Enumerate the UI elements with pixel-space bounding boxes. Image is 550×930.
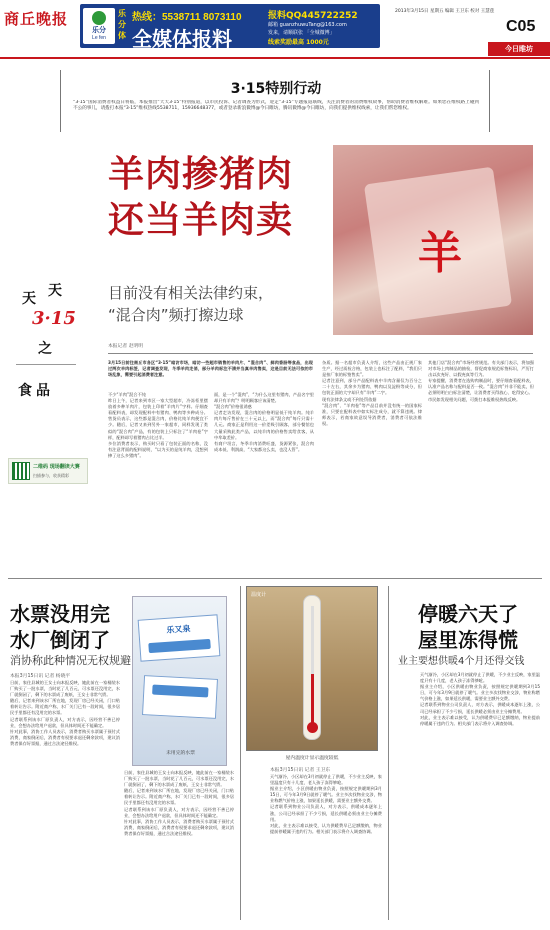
heating-photo <box>246 586 378 751</box>
water-subhead: 消协称此种情况无权规避 <box>10 654 131 667</box>
main-slogan: 全媒体报料 <box>132 27 232 51</box>
special-title: 3·15特别行动 <box>230 81 322 97</box>
page-code: C05 <box>506 18 536 35</box>
banner: 乐分 Le fen 乐分体 热线：5538711 8073110 全媒体报料 报料QQ445722252 邮箱 guanzhuwuTang@163.com 发来，请顺联张 「全城微博」 线索奖励最高 1000元 <box>80 4 380 48</box>
thermometer-icon <box>303 595 321 740</box>
heating-subhead: 业主要想供暖4个月还得交钱 <box>398 656 525 667</box>
lead-col-2: 面，是一个“混肉”，“为什么这里有猪肉，产品名字里却只有羊肉”？明明顾客应该清楚。 “混合肉”价格很诱惑 记者走访发现，混合肉的价格明显低于纯羊肉。纯羊肉片每斤售价在三十元以上，而“混合肉”每斤只需十几元。商家正是利用这一价差吸引顾客，部分餐馆也大量采购此类产品，以纯羊肉的价格售卖给食客，从中牟取差价。 有商户坦言，冬季羊肉消费旺盛，货源紧张，混合肉成本低、利润高，“大家都这么卖，也没人管”。 <box>214 392 314 452</box>
qr-code-icon <box>12 462 30 480</box>
heating-byline: 本报3月15日讯 记者 王卫东 <box>270 768 331 773</box>
heating-photo-label: 温度计 <box>251 592 267 598</box>
water-photo: 乐又泉 未用完的水票 <box>132 596 227 766</box>
heating-photo-caption: 屋内温度计显示温度较低 <box>285 756 339 761</box>
promo-banner: 二维码 现场翻读大赛 扫描参与，收获精彩 <box>8 458 88 484</box>
water-byline: 本报3月15日讯 记者 杨晓平 <box>10 674 71 679</box>
water-photo-caption: 未用完的水票 <box>166 751 195 756</box>
issue-date: 2013年3月15日 星期五 编辑 王卫东 校对 王慧莲 <box>395 9 495 14</box>
lead-headline-1: 羊肉掺猪肉 <box>108 154 294 195</box>
lead-headline-2: 还当羊肉卖 <box>108 200 294 241</box>
water-headline-1: 水票没用完 <box>10 602 110 626</box>
heating-headline-2: 屋里冻得慌 <box>418 628 518 652</box>
paper-name: 商丘晚报 <box>4 10 69 28</box>
email-label: 报料QQ445722252 <box>268 11 358 21</box>
water-headline-2: 水厂倒闭了 <box>10 628 110 652</box>
banner-side: 乐分体 <box>118 9 126 40</box>
banner-badge: 乐分 Le fen <box>83 8 115 44</box>
hotline: 5538711 8073110 <box>162 12 242 23</box>
heating-body-1: 天气渐冷，小区却在3月初就停止了供暖，不少业主反映，家里温度只有十几度，老人孩子冻得够呛。 据业主介绍，小区供暖由物业负责，按照规定供暖期到3月15日，可今年3月9日就停了暖气。业主多次找物业交涉，物业称燃气价格上涨，如果延长供暖，需要业主额外交费。 记者联系到物业公司负责人，对方表示，供暖成本逐年上涨，公司已经承担了不少亏损，延长供暖必须由业主分摊费用。 对此，业主表示难以接受，认为供暖费早已足额缴纳，物业提前停暖属于违约行为。相关部门表示将介入调查协调。 <box>270 774 382 834</box>
water-body-1: 日前，家住县城的王女士向本报反映，她此前在一家桶装水厂购买了一批水票，当时花了几百元，可水票还没用完，水厂就倒闭了，剩下的水票成了废纸，王女士非常气愤。 随后，记者来到该水厂所在地，发现厂房已经关闭，门口贴着转让告示。附近商户称，水厂关门已有一段时间，很多居民手里都还有没用完的水票。 记者联系到该水厂原负责人，对方表示，因经营不善已停业，会想办法给用户退款，但具体时间还不能确定。 针对此事，消协工作人员表示，消费者购买水票属于预付式消费，商家倒闭后，消费者有权要求退还剩余款项，建议消费者保存好票据，通过合法途径维权。 <box>10 680 120 746</box>
lead-col-4: 其他门店“混合肉”市场经营规范。有关部门表示，将加强对市场上肉制品的抽检，督促商家规范标签标识，严厉打击以次充好、以假充真等行为。 专家提醒，消费者在选购肉制品时，要仔细查看配料表，认准产品名称与配料是否一致。“混合肉”并非不能卖，但必须明明白白标注清楚，让消费者买得放心、吃得安心。 市民如发现相关问题，可拨打本报维权热线反映。 <box>428 360 534 402</box>
masthead-rule <box>0 57 550 59</box>
lead-photo <box>333 145 533 335</box>
lead-col-1: 不少“羊肉”混合不纯 昨日上午，记者来到市区一家大型超市，冷冻柜里摆放着多种羊肉片，包装上印着“羊肉片”字样。仔细查看配料表，却发现配料中有猪肉、鸭肉等多种成分。售货员表示，这些都是混合肉，价格比纯羊肉便宜不少。随后，记者又来到另外一家超市，同样发现了类似的“混合肉”产品，有的包装上只标注了“羊肉卷”字样，配料却写着猪肉占比过半。 多位消费者表示，购买时只看了包装正面的名称，没有注意背面的配料说明，“以为买的是纯羊肉，没想到掺了这么多猪肉”。 <box>108 392 208 458</box>
side-banner: 天 天 3·15 之 食 品 <box>18 283 76 399</box>
section-tab: 今日睢坊 <box>488 42 550 56</box>
water-body-2: 日前，家住县城的王女士向本报反映，她此前在一家桶装水厂购买了一批水票，当时花了几百元，可水票还没用完，水厂就倒闭了，剩下的水票成了废纸，王女士非常气愤。 随后，记者来到该水厂所在地，发现厂房已经关闭，门口贴着转让告示。附近商户称，水厂关门已有一段时间，很多居民手里都还有没用完的水票。 记者联系到该水厂原负责人，对方表示，因经营不善已停业，会想办法给用户退款，但具体时间还不能确定。 针对此事，消协工作人员表示，消费者购买水票属于预付式消费，商家倒闭后，消费者有权要求退还剩余款项，建议消费者保存好票据，通过合法途径维权。 <box>124 770 234 836</box>
banner-badge-icon <box>92 11 106 25</box>
heating-body-2: 天气渐冷，小区却在3月初就停止了供暖，不少业主反映，家里温度只有十几度，老人孩子冻得够呛。 据业主介绍，小区供暖由物业负责，按照规定供暖期到3月15日，可今年3月9日就停了暖气。业主多次找物业交涉，物业称燃气价格上涨，如果延长供暖，需要业主额外交费。 记者联系到物业公司负责人，对方表示，供暖成本逐年上涨，公司已经承担了不少亏损，延长供暖必须由业主分摊费用。 对此，业主表示难以接受，认为供暖费早已足额缴纳，物业提前停暖属于违约行为。相关部门表示将介入调查协调。 <box>420 672 540 726</box>
lead-byline: 本报记者 赵明明 <box>108 344 144 349</box>
masthead <box>0 0 550 58</box>
lead-subhead-2: “混合肉”频打擦边球 <box>108 306 244 324</box>
section-divider <box>8 578 542 579</box>
heating-headline-1: 停暖六天了 <box>418 602 518 626</box>
special-intro: “3·15”国际消费者权益日将临，本报推出“天天3·15”特别报道，以市民投诉、记者调查为形式，迎走“3·15”专题报道联线，关注消费者的消费维权故事，帮助消费者维权解难。如果您在维权路上碰到不公的事儿，请拨打本报“3·15”维权热线5538711，15936648377，或者登录新浪微博@今日睢坊，腾讯微博@今日睢坊，向我们提供维权线索，让我们帮您维权。 <box>73 100 479 112</box>
lead-col-3: 杂质。据一名超市负责人介绍，这些产品由正规厂家生产，经过质检合格，包装上也标注了配料，“我们只是按厂家的标签售卖”。 记者注意到，部分产品配料表中羊肉含量仅为百分之二十左右，其余多为猪肉、鸭肉以及淀粉等成分，但包装正面的大字却只有“羊肉”二字。 现有法律条文或不到处罚依据 “混合肉”、“羊肉卷”等产品目前并没有统一的国家标准，只要在配料表中如实标注成分，就不算违规。律师表示，若商家故意误导消费者，消费者可依法维权。 <box>322 360 422 426</box>
lead-summary: 3月15日前往商丘市各区“3·15”暗访市场，暗访一些超市销售的羊肉片、“混合肉”、鲜肉香肠等食品，出现过两次羊肉标签，记者调查发现，冬季羊肉走俏，部分羊肉标注不清并当真羊肉售卖，这是目前无法可依的市场乱象，需要引起消费者注意。 <box>108 360 313 378</box>
photo-label-yang: 羊 <box>418 228 462 279</box>
special-box <box>60 70 490 132</box>
lead-subhead-1: 目前没有相关法律约束， <box>108 284 274 302</box>
